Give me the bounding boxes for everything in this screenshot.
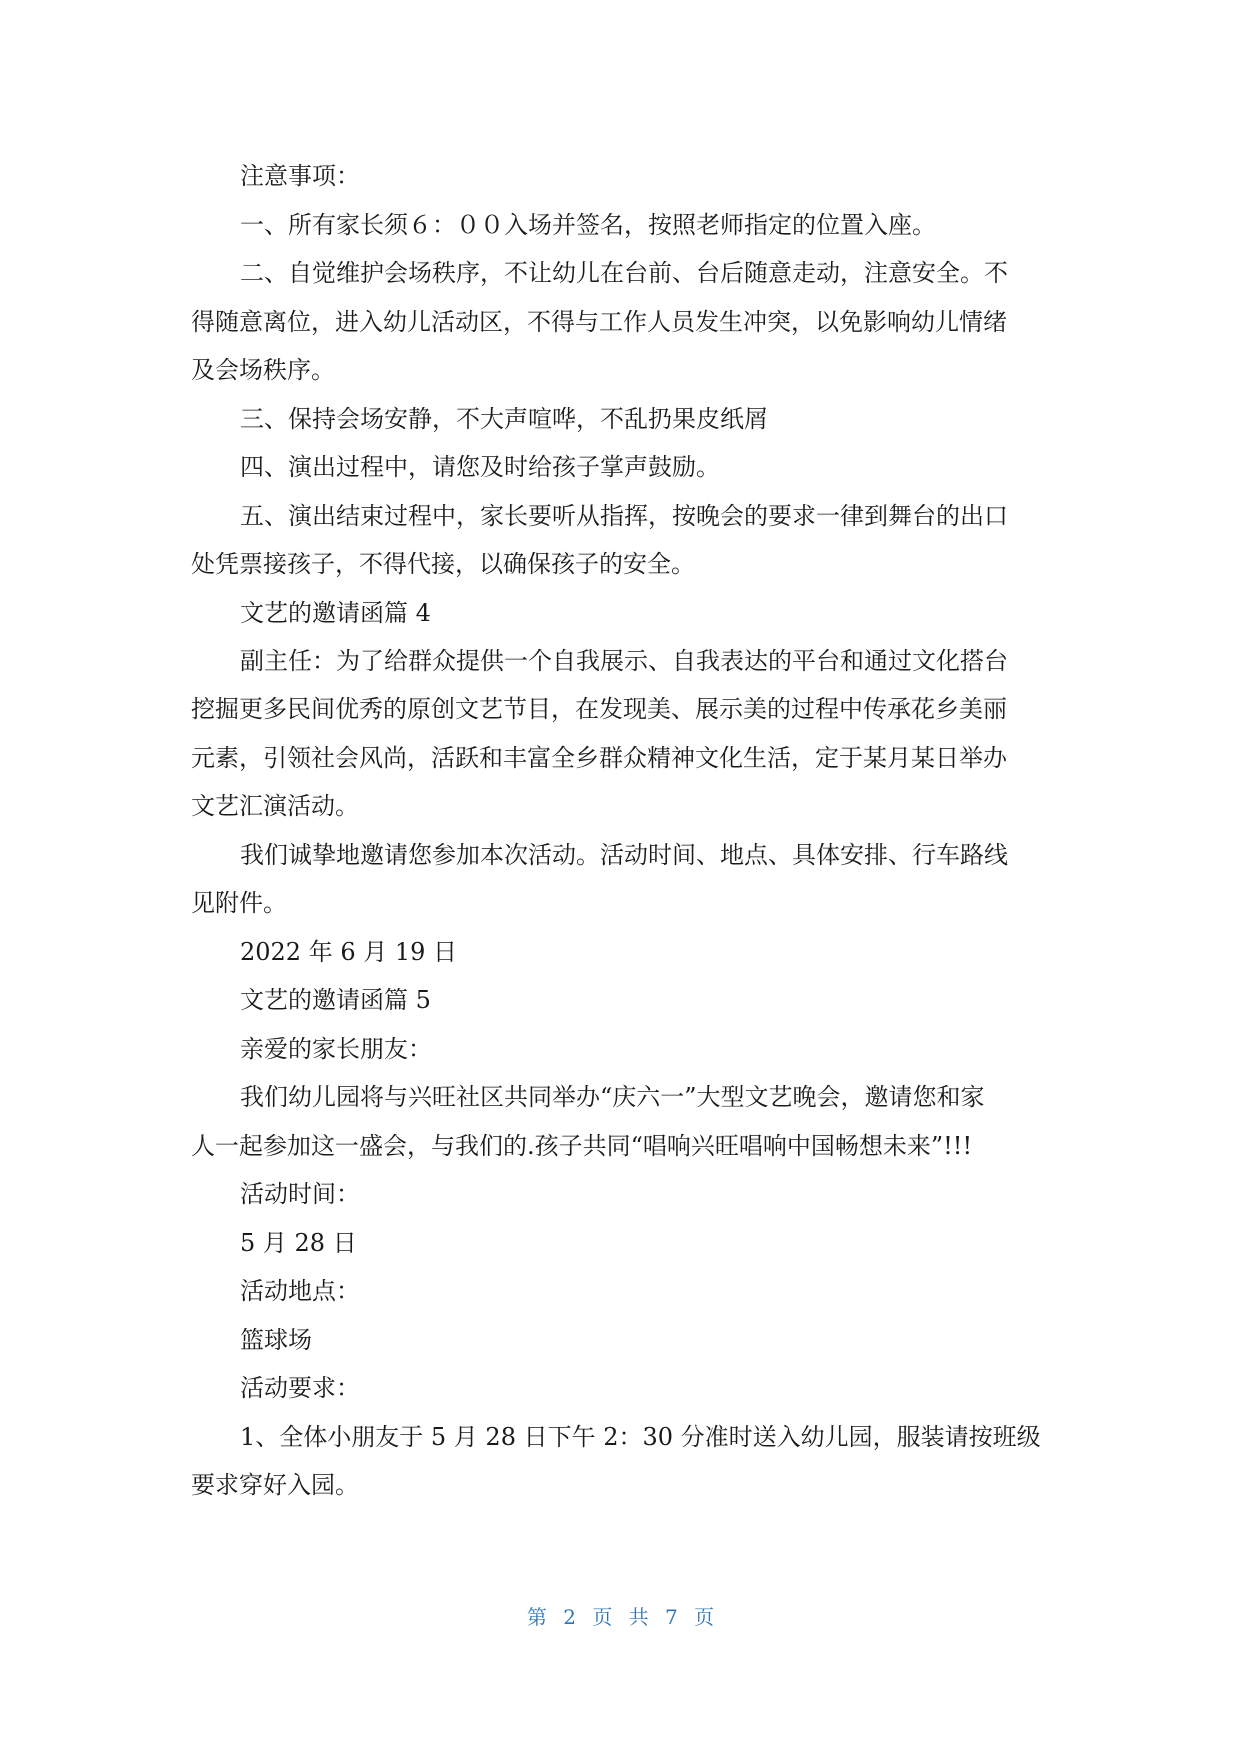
text-line: 五、演出结束过程中，家长要听从指挥，按晚会的要求一律到舞台的出口 xyxy=(240,502,1008,530)
text-line: 二、自觉维护会场秩序，不让幼儿在台前、台后随意走动，注意安全。不 xyxy=(240,259,1008,287)
text-line: 亲爱的家长朋友： xyxy=(240,1035,432,1063)
text-line: 副主任：为了给群众提供一个自我展示、自我表达的平台和通过文化搭台 xyxy=(240,647,1008,675)
text-line: 元素，引领社会风尚，活跃和丰富全乡群众精神文化生活，定于某月某日举办 xyxy=(191,744,1007,772)
text-line: 处凭票接孩子，不得代接，以确保孩子的安全。 xyxy=(191,550,695,578)
section-heading: 文艺的邀请函篇 4 xyxy=(240,599,431,627)
text-line: 活动地点： xyxy=(240,1277,360,1305)
text-line: 见附件。 xyxy=(191,889,287,917)
text-line: 得随意离位，进入幼儿活动区，不得与工作人员发生冲突，以免影响幼儿情绪 xyxy=(191,308,1007,336)
text-line: 人一起参加这一盛会，与我们的.孩子共同“唱响兴旺唱响中国畅想未来”!!! xyxy=(191,1132,973,1160)
text-line: 我们幼儿园将与兴旺社区共同举办“庆六一”大型文艺晚会，邀请您和家 xyxy=(240,1083,985,1111)
text-line: 篮球场 xyxy=(240,1326,312,1354)
section-heading: 文艺的邀请函篇 5 xyxy=(240,986,431,1014)
text-line: 一、所有家长须６：００入场并签名，按照老师指定的位置入座。 xyxy=(240,211,936,239)
text-line: 挖掘更多民间优秀的原创文艺节目，在发现美、展示美的过程中传承花乡美丽 xyxy=(191,695,1007,723)
text-line: 活动要求： xyxy=(240,1374,360,1402)
text-line: 四、演出过程中，请您及时给孩子掌声鼓励。 xyxy=(240,453,720,481)
text-line: 三、保持会场安静，不大声喧哗，不乱扔果皮纸屑 xyxy=(240,405,768,433)
text-line: 文艺汇演活动。 xyxy=(191,792,359,820)
date-line: 2022 年 6 月 19 日 xyxy=(240,938,458,966)
text-line: 活动时间： xyxy=(240,1180,360,1208)
text-line: 注意事项： xyxy=(240,162,360,190)
text-line: 5 月 28 日 xyxy=(240,1229,357,1257)
text-line: 及会场秩序。 xyxy=(191,356,335,384)
text-line: 1、全体小朋友于 5 月 28 日下午 2：30 分准时送入幼儿园，服装请按班级 xyxy=(240,1423,1041,1451)
text-line: 要求穿好入园。 xyxy=(191,1471,359,1499)
page-footer: 第 2 页 共 7 页 xyxy=(526,1605,715,1629)
text-line: 我们诚挚地邀请您参加本次活动。活动时间、地点、具体安排、行车路线 xyxy=(240,841,1008,869)
